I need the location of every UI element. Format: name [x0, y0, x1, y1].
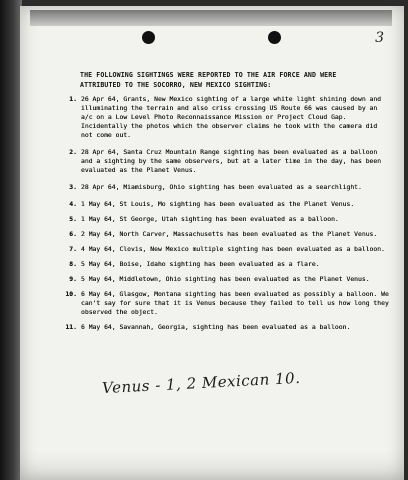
handwritten-note: Venus - 1, 2 Mexican 10. — [101, 368, 301, 398]
document-page — [20, 6, 404, 480]
item-number: 11. — [65, 323, 77, 331]
item-text: 5 May 64, Boise, Idaho sighting has been evaluated as a flare. — [81, 260, 320, 268]
item-text: 26 Apr 64, Grants, New Mexico sighting of a large white light shining down and illuminating the terrain and also criss crossing US Route 66 was caused by an a/c on a Low Level Photo Reconnaissance Mission or Project Cloud Gap. Incidentally the photos which the observer claims he took with the camera did not come out. — [81, 95, 382, 139]
sightings-list — [62, 95, 390, 338]
item-number: 10. — [65, 290, 77, 298]
item-text: 28 Apr 64, Santa Cruz Mountain Range sighting has been evaluated as a balloon and a sighting by the same observers, but at a later time in the day, has been evaluated as the Planet Venus. — [81, 148, 382, 174]
document-heading: THE FOLLOWING SIGHTINGS WERE REPORTED TO THE AIR FORCE AND WERE ATTRIBUTED TO THE SOCORRO, NEW MEXICO SIGHTING: — [80, 71, 337, 89]
item-number: 8. — [69, 260, 77, 268]
item-number: 6. — [69, 230, 77, 238]
item-text: 4 May 64, Clovis, New Mexico multiple sighting has been evaluated as a balloon. — [81, 245, 385, 253]
item-number: 1. — [69, 95, 77, 103]
item-text: 28 Apr 64, Miamisburg, Ohio sighting has been evaluated as a searchlight. — [81, 183, 362, 191]
punch-hole-left — [142, 31, 155, 44]
item-number: 4. — [69, 200, 77, 208]
item-number: 9. — [69, 275, 77, 283]
item-text: 6 May 64, Glasgow, Montana sighting has been evaluated as possibly a balloon. We can't say for sure that it is Venus because they failed to tell us how long they observed the object. — [81, 290, 389, 316]
list-item — [62, 183, 390, 192]
item-number: 7. — [69, 245, 77, 253]
list-item — [62, 148, 390, 175]
list-item — [62, 275, 390, 284]
list-item — [62, 230, 390, 239]
page-number-mark: 3 — [375, 30, 384, 46]
item-text: 5 May 64, Middletown, Ohio sighting has been evaluated as the Planet Venus. — [81, 275, 370, 283]
list-item — [62, 245, 390, 254]
list-item — [62, 290, 390, 317]
item-text: 1 May 64, St Louis, Mo sighting has been evaluated as the Planet Venus. — [81, 200, 355, 208]
list-item — [62, 215, 390, 224]
item-number: 5. — [69, 215, 77, 223]
list-item — [62, 260, 390, 269]
item-text: 6 May 64, Savannah, Georgia, sighting has been evaluated as a balloon. — [81, 323, 351, 331]
scan-frame-edge — [0, 0, 22, 480]
list-item — [62, 323, 390, 332]
scan-top-band — [30, 10, 392, 26]
item-text: 2 May 64, North Carver, Massachusetts has been evaluated as the Planet Venus. — [81, 230, 378, 238]
punch-hole-right — [268, 31, 281, 44]
scan-shadow — [20, 450, 404, 480]
list-item — [62, 95, 390, 140]
item-number: 3. — [69, 183, 77, 191]
item-text: 1 May 64, St George, Utah sighting has been evaluated as a balloon. — [81, 215, 339, 223]
item-number: 2. — [69, 148, 77, 156]
list-item — [62, 200, 390, 209]
